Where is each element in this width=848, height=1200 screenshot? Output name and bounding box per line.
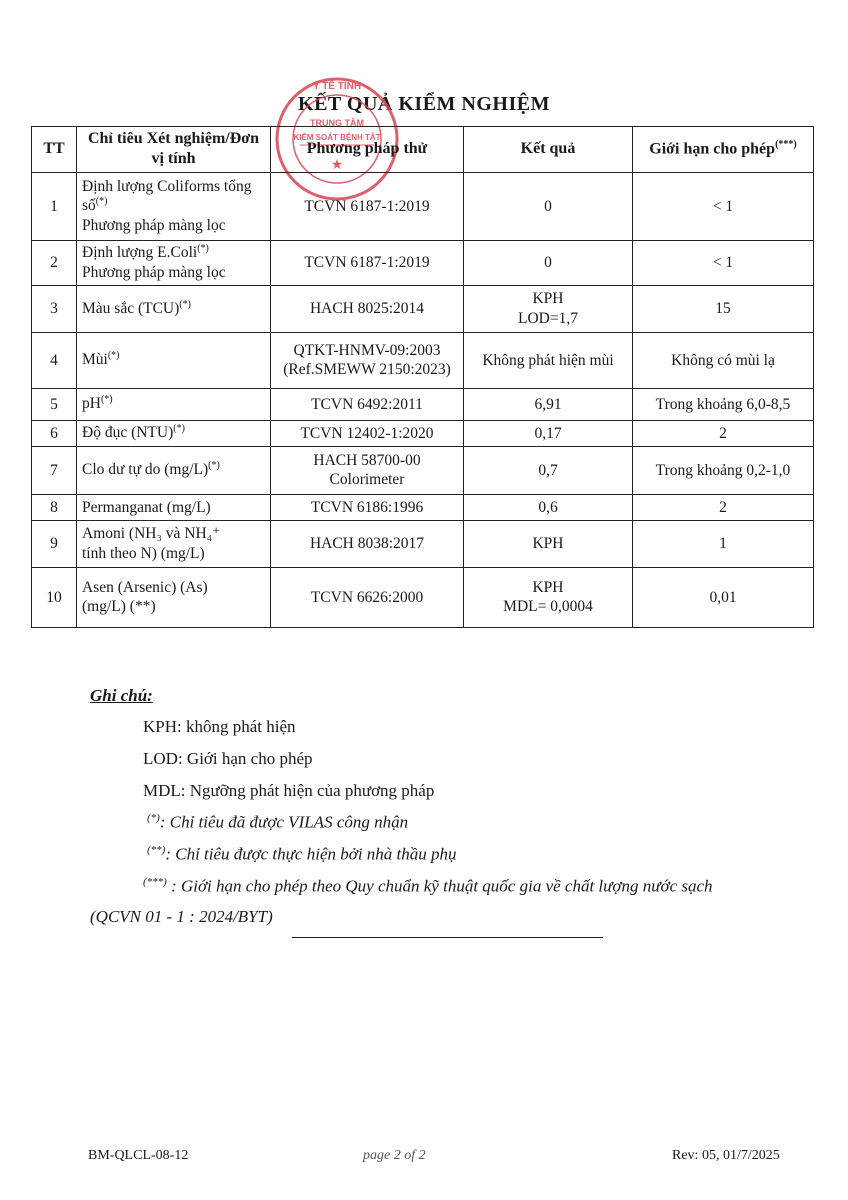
row-number: 9 <box>32 520 77 567</box>
header-name: Chỉ tiêu Xét nghiệm/Đơn vị tính <box>77 127 271 173</box>
test-method-line1: TCVN 6187-1:2019 <box>304 254 430 272</box>
indicator-name <box>77 285 271 332</box>
indicator-accreditation-mark: (*) <box>100 394 113 406</box>
indicator-name <box>77 567 271 627</box>
test-result <box>464 240 633 285</box>
row-number: 4 <box>32 332 77 388</box>
permitted-limit: Trong khoảng 0,2-1,0 <box>633 446 814 494</box>
row-number: 7 <box>32 446 77 494</box>
header-method: Phương pháp thử <box>271 127 464 173</box>
test-result-line1: KPH <box>532 535 564 553</box>
indicator-name-line2: tính theo N) (mg/L) <box>82 544 205 562</box>
test-method-line1: TCVN 12402-1:2020 <box>300 424 434 442</box>
note-lod: LOD: Giới hạn cho phép <box>143 749 313 768</box>
test-method-line1: HACH 8025:2014 <box>309 300 425 318</box>
indicator-name-line1: Permanganat (mg/L) <box>82 498 211 516</box>
indicator-name <box>77 172 271 240</box>
table-row <box>32 420 814 446</box>
permitted-limit: < 1 <box>633 240 814 285</box>
row-number: 2 <box>32 240 77 285</box>
indicator-name-line2: Phương pháp màng lọc <box>82 217 226 235</box>
test-result <box>464 172 633 240</box>
permitted-limit: 1 <box>633 520 814 567</box>
note-subcontractor <box>147 844 457 865</box>
indicator-name-line1: Màu sắc (TCU) <box>82 300 180 318</box>
test-method <box>271 520 464 567</box>
test-method <box>271 332 464 388</box>
permitted-limit: 0,01 <box>633 567 814 627</box>
svg-text:KIỂM SOÁT BỆNH TẬT: KIỂM SOÁT BỆNH TẬT <box>293 133 381 142</box>
test-method <box>271 285 464 332</box>
indicator-name-line1: Asen (Arsenic) (As) <box>82 578 208 596</box>
test-result-line1: KPH <box>532 290 564 308</box>
test-result-line1: 6,91 <box>534 395 562 413</box>
svg-text:★: ★ <box>330 158 344 173</box>
row-number: 1 <box>32 172 77 240</box>
footer-revision: Rev: 05, 01/7/2025 <box>672 1148 780 1163</box>
indicator-accreditation-mark: (*) <box>179 298 191 310</box>
test-method <box>271 388 464 420</box>
header-limit <box>633 127 814 173</box>
indicator-accreditation-mark: (*) <box>173 423 185 435</box>
test-result-line1: 0,6 <box>538 498 558 516</box>
indicator-accreditation-mark: (*) <box>197 243 209 255</box>
indicator-name-line1: Mùi <box>82 351 108 369</box>
indicator-name-line1: Clo dư tự do (mg/L) <box>82 461 209 479</box>
indicator-name-line1: pH <box>82 395 101 413</box>
indicator-name <box>77 494 271 520</box>
test-method <box>271 172 464 240</box>
test-method-line1: TCVN 6492:2011 <box>311 395 423 413</box>
table-row <box>32 520 814 567</box>
table-row <box>32 172 814 240</box>
svg-text:Y TẾ TỈNH: Y TẾ TỈNH <box>312 81 362 92</box>
test-method-line1: TCVN 6186:1996 <box>310 498 424 516</box>
note-vilas-text: : Chỉ tiêu đã được VILAS công nhận <box>159 812 409 832</box>
table-row <box>32 285 814 332</box>
page-title: KẾT QUẢ KIỂM NGHIỆM <box>298 93 550 115</box>
test-method <box>271 240 464 285</box>
test-result <box>464 285 633 332</box>
test-result-line2: MDL= 0,0004 <box>503 598 593 616</box>
note-vilas <box>147 812 408 833</box>
test-method-line1: TCVN 6187-1:2019 <box>304 197 430 215</box>
test-result <box>464 520 633 567</box>
permitted-limit: 15 <box>633 285 814 332</box>
permitted-limit: 2 <box>633 494 814 520</box>
test-method-line1: HACH 8038:2017 <box>309 535 425 553</box>
test-method-line1: QTKT-HNMV-09:2003 <box>293 341 441 359</box>
header-tt: TT <box>32 127 77 173</box>
note-qcvn: (QCVN 01 - 1 : 2024/BYT) <box>90 907 273 926</box>
test-result-line2: LOD=1,7 <box>518 309 578 327</box>
indicator-name <box>77 446 271 494</box>
indicator-name-line1: Định lượng Coliforms tổng số <box>82 177 252 215</box>
indicator-name <box>77 520 271 567</box>
test-result <box>464 420 633 446</box>
indicator-name-line1: Amoni (NH₃ và NH₄⁺ <box>82 525 221 543</box>
note-subcontractor-mark: (**) <box>147 844 166 856</box>
test-result-line1: 0 <box>544 254 552 272</box>
note-subcontractor-text: : Chỉ tiêu được thực hiện bởi nhà thầu phụ <box>165 844 457 864</box>
test-result <box>464 332 633 388</box>
permitted-limit: < 1 <box>633 172 814 240</box>
header-limit-sup: (***) <box>775 139 797 151</box>
test-result-line1: KPH <box>532 578 564 596</box>
header-limit-label: Giới hạn cho phép <box>649 140 776 158</box>
footer-form-code: BM-QLCL-08-12 <box>88 1148 189 1163</box>
note-kph: KPH: không phát hiện <box>143 717 296 736</box>
indicator-name-line1: Định lượng E.Coli <box>82 244 198 262</box>
permitted-limit: Trong khoảng 6,0-8,5 <box>633 388 814 420</box>
table-row <box>32 567 814 627</box>
note-limit <box>143 876 713 897</box>
table-row <box>32 332 814 388</box>
row-number: 8 <box>32 494 77 520</box>
test-method-line2: (Ref.SMEWW 2150:2023) <box>283 361 451 379</box>
note-vilas-mark: (*) <box>147 812 160 824</box>
row-number: 6 <box>32 420 77 446</box>
footer-page-number: page 2 of 2 <box>363 1148 426 1163</box>
note-limit-text: : Giới hạn cho phép theo Quy chuẩn kỹ thuật quốc gia về chất lượng nước sạch <box>166 876 713 896</box>
header-result: Kết quả <box>464 127 633 173</box>
table-row <box>32 446 814 494</box>
row-number: 3 <box>32 285 77 332</box>
indicator-name-line2: (mg/L) (**) <box>82 598 156 616</box>
indicator-accreditation-mark: (*) <box>95 196 108 208</box>
table-row <box>32 494 814 520</box>
test-result <box>464 388 633 420</box>
test-method <box>271 494 464 520</box>
permitted-limit: 2 <box>633 420 814 446</box>
indicator-name <box>77 240 271 285</box>
table-header-row <box>32 127 814 173</box>
svg-text:TRUNG TÂM: TRUNG TÂM <box>310 118 364 128</box>
indicator-accreditation-mark: (*) <box>208 460 220 472</box>
test-result <box>464 567 633 627</box>
indicator-name <box>77 420 271 446</box>
indicator-name <box>77 388 271 420</box>
indicator-accreditation-mark: (*) <box>107 350 120 362</box>
test-result <box>464 446 633 494</box>
row-number: 10 <box>32 567 77 627</box>
table-row <box>32 388 814 420</box>
table-row <box>32 240 814 285</box>
test-method <box>271 567 464 627</box>
note-mdl: MDL: Ngưỡng phát hiện của phương pháp <box>143 781 435 800</box>
test-result-line1: Không phát hiện mùi <box>482 351 614 369</box>
row-number: 5 <box>32 388 77 420</box>
test-method <box>271 446 464 494</box>
permitted-limit: Không có mùi lạ <box>633 332 814 388</box>
test-method-line1: HACH 58700-00 <box>313 451 421 469</box>
test-result-line1: 0,17 <box>534 424 562 442</box>
note-limit-mark: (***) <box>143 876 167 888</box>
test-result-line1: 0,7 <box>538 461 558 479</box>
indicator-name-line2: Phương pháp màng lọc <box>82 264 226 282</box>
test-result <box>464 494 633 520</box>
indicator-name-line1: Độ đục (NTU) <box>82 424 174 442</box>
indicator-name <box>77 332 271 388</box>
test-method-line2: Colorimeter <box>329 471 405 489</box>
test-method <box>271 420 464 446</box>
qcvn-underline <box>292 937 603 938</box>
test-result-line1: 0 <box>544 197 552 215</box>
notes-title: Ghi chú: <box>90 686 153 705</box>
test-method-line1: TCVN 6626:2000 <box>310 588 424 606</box>
results-table <box>31 126 814 628</box>
